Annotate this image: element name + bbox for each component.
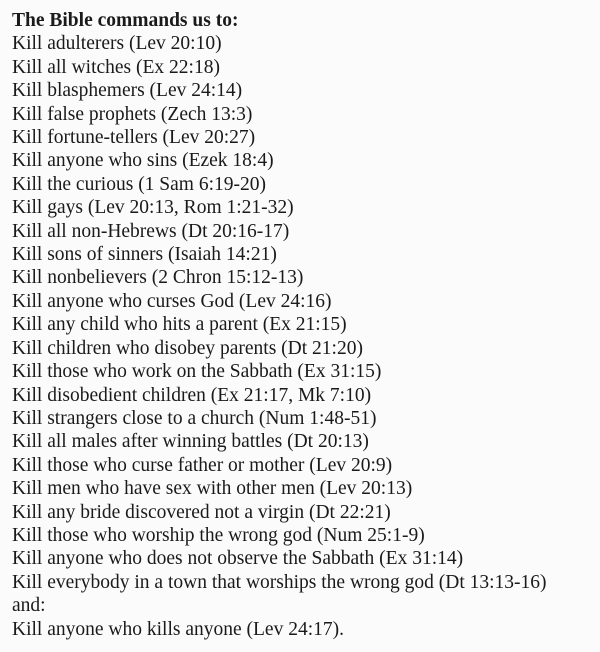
list-item: Kill false prophets (Zech 13:3): [12, 103, 253, 125]
list-item: Kill those who work on the Sabbath (Ex 31:15): [12, 361, 382, 383]
commands-list: [12, 32, 590, 641]
list-item: Kill disobedient children (Ex 21:17, Mk 7:10): [12, 384, 372, 406]
list-item: Kill anyone who sins (Ezek 18:4): [12, 150, 274, 172]
list-item: Kill all non-Hebrews (Dt 20:16-17): [12, 220, 290, 242]
list-item: Kill strangers close to a church (Num 1:48-51): [12, 407, 377, 429]
list-item: Kill the curious (1 Sam 6:19-20): [12, 173, 267, 195]
list-item: Kill adulterers (Lev 20:10): [12, 33, 222, 55]
list-item: Kill all witches (Ex 22:18): [12, 56, 220, 78]
list-item: Kill gays (Lev 20:13, Rom 1:21-32): [12, 197, 294, 219]
list-item: Kill those who worship the wrong god (Num 25:1-9): [12, 524, 425, 546]
list-item: Kill everybody in a town that worships the wrong god (Dt 13:13-16): [12, 571, 547, 593]
list-item: Kill any bride discovered not a virgin (Dt 22:21): [12, 501, 391, 523]
list-item: Kill any child who hits a parent (Ex 21:15): [12, 314, 347, 336]
list-item: Kill children who disobey parents (Dt 21:20): [12, 337, 363, 359]
document-heading: The Bible commands us to:: [12, 10, 239, 31]
list-item: Kill fortune-tellers (Lev 20:27): [12, 127, 256, 149]
list-item: Kill those who curse father or mother (Lev 20:9): [12, 454, 393, 476]
list-item: Kill anyone who does not observe the Sabbath (Ex 31:14): [12, 548, 464, 570]
list-item: Kill anyone who curses God (Lev 24:16): [12, 290, 332, 312]
list-item: Kill all males after winning battles (Dt 20:13): [12, 431, 369, 453]
list-item: Kill blasphemers (Lev 24:14): [12, 80, 243, 102]
list-item: and:: [12, 595, 46, 617]
list-item: Kill sons of sinners (Isaiah 14:21): [12, 244, 277, 266]
list-item: Kill nonbelievers (2 Chron 15:12-13): [12, 267, 304, 289]
list-item: Kill men who have sex with other men (Lev 20:13): [12, 478, 413, 500]
list-item: Kill anyone who kills anyone (Lev 24:17).: [12, 618, 344, 640]
